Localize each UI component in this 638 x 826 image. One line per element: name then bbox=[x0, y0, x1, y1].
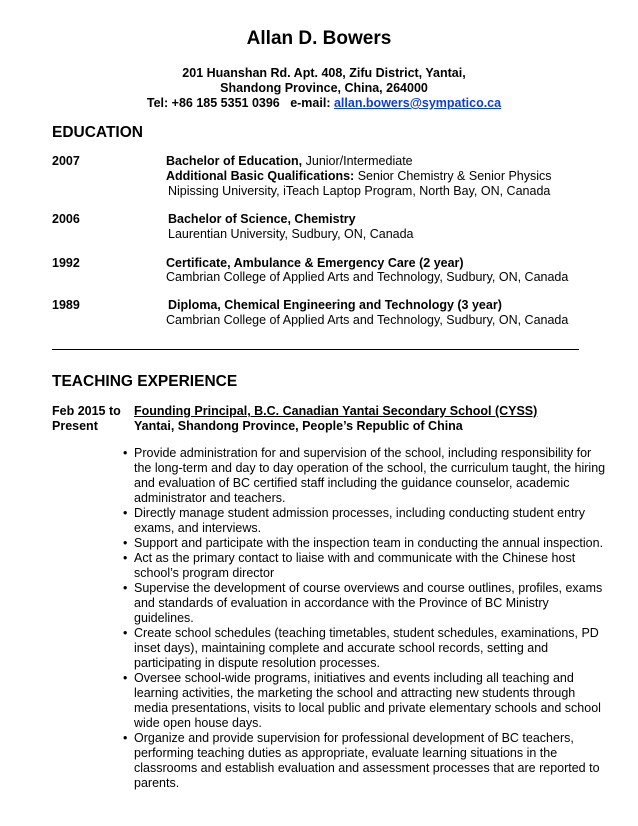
list-item-line: school’s program director bbox=[134, 566, 275, 580]
list-item-line: participating in dispute resolution processes. bbox=[134, 656, 380, 670]
list-item-line: Supervise the development of course overviews and course outlines, profiles, exams bbox=[134, 581, 603, 595]
bullet-icon: • bbox=[123, 731, 128, 745]
list-item-line: exams, and interviews. bbox=[134, 521, 262, 535]
email-link[interactable]: allan.bowers@sympatico.ca bbox=[333, 96, 502, 110]
list-item-line: Act as the primary contact to liaise with and communicate with the Chinese host bbox=[134, 551, 576, 565]
list-item bbox=[121, 536, 611, 551]
job-title: Founding Principal, B.C. Canadian Yantai Secondary School (CYSS) bbox=[134, 404, 538, 418]
list-item-line: Oversee school-wide programs, initiatives and events including all teaching and bbox=[134, 671, 574, 685]
list-item-line: Provide administration for and supervision of the school, including responsibility for bbox=[134, 446, 592, 460]
list-item-line: inset days), maintaining complete and accurate school records, setting and bbox=[134, 641, 549, 655]
bullet-icon: • bbox=[123, 671, 128, 685]
education-heading: EDUCATION bbox=[52, 124, 143, 141]
list-item-line: parents. bbox=[134, 776, 180, 790]
education-institution: Cambrian College of Applied Arts and Technology, Sudbury, ON, Canada bbox=[166, 313, 569, 327]
teaching-heading: TEACHING EXPERIENCE bbox=[52, 373, 238, 390]
email-label: e-mail: bbox=[290, 96, 331, 110]
list-item-line: and standards of evaluation in accordance with the Province of BC Ministry bbox=[134, 596, 549, 610]
education-year: 2006 bbox=[52, 212, 80, 226]
education-year: 1989 bbox=[52, 298, 80, 312]
education-qualification bbox=[166, 169, 552, 184]
phone-number: Tel: +86 185 5351 0396 bbox=[146, 96, 280, 110]
section-divider bbox=[52, 349, 579, 350]
education-degree bbox=[166, 154, 413, 169]
candidate-name: Allan D. Bowers bbox=[246, 28, 392, 49]
qualification-title: Additional Basic Qualifications: bbox=[166, 169, 355, 183]
list-item-line: guidelines. bbox=[134, 611, 194, 625]
list-item-line: Create school schedules (teaching timetables, student schedules, examinations, PD bbox=[134, 626, 599, 640]
bullet-icon: • bbox=[123, 446, 128, 460]
list-item bbox=[121, 626, 611, 671]
list-item-line: the long-term and day to day operation of the school, the curriculum taught, the hiring bbox=[134, 461, 606, 475]
education-year: 2007 bbox=[52, 154, 80, 168]
list-item bbox=[121, 506, 611, 536]
job-location: Yantai, Shandong Province, People’s Republic of China bbox=[134, 419, 463, 433]
list-item-line: Directly manage student admission processes, including conducting student entry bbox=[134, 506, 585, 520]
degree-title: Diploma, Chemical Engineering and Technology (3 year) bbox=[168, 298, 502, 312]
list-item bbox=[121, 671, 611, 731]
education-institution: Laurentian University, Sudbury, ON, Canada bbox=[168, 227, 414, 241]
contact-line bbox=[0, 96, 638, 110]
degree-specialization: Junior/Intermediate bbox=[302, 154, 413, 168]
list-item bbox=[121, 581, 611, 626]
list-item-line: Support and participate with the inspection team in conducting the annual inspection. bbox=[134, 536, 604, 550]
bullet-icon: • bbox=[123, 626, 128, 640]
degree-title: Bachelor of Education, bbox=[166, 154, 303, 168]
education-year: 1992 bbox=[52, 256, 80, 270]
list-item-line: administrator and teachers. bbox=[134, 491, 286, 505]
list-item bbox=[121, 446, 611, 506]
bullet-icon: • bbox=[123, 581, 128, 595]
list-item-line: classrooms and establish evaluation and assessment processes that are reported to bbox=[134, 761, 600, 775]
bullet-icon: • bbox=[123, 536, 128, 550]
bullet-icon: • bbox=[123, 551, 128, 565]
list-item-line: performing teaching duties as appropriate, evaluate learning situations in the bbox=[134, 746, 558, 760]
list-item-line: wide open house days. bbox=[134, 716, 262, 730]
list-item-line: Organize and provide supervision for professional development of BC teachers, bbox=[134, 731, 574, 745]
degree-title: Bachelor of Science, Chemistry bbox=[168, 212, 356, 226]
list-item-line: media presentations, visits to local public and private elementary schools and school bbox=[134, 701, 601, 715]
employment-date-end: Present bbox=[52, 419, 98, 433]
bullet-icon: • bbox=[123, 506, 128, 520]
list-item-line: learning activities, the marketing the school and attracting new students through bbox=[134, 686, 576, 700]
list-item-line: and evaluation of BC certified staff including the guidance counselor, academic bbox=[134, 476, 570, 490]
address-line-1: 201 Huanshan Rd. Apt. 408, Zifu District, Yantai, bbox=[182, 66, 466, 80]
education-institution: Nipissing University, iTeach Laptop Program, North Bay, ON, Canada bbox=[168, 184, 551, 198]
list-item bbox=[121, 551, 611, 581]
employment-date-start: Feb 2015 to bbox=[52, 404, 121, 418]
list-item bbox=[121, 731, 611, 791]
qualification-subjects: Senior Chemistry & Senior Physics bbox=[354, 169, 552, 183]
degree-title: Certificate, Ambulance & Emergency Care (2 year) bbox=[166, 256, 464, 270]
address-line-2: Shandong Province, China, 264000 bbox=[220, 81, 428, 95]
responsibilities-list bbox=[121, 446, 611, 791]
education-institution: Cambrian College of Applied Arts and Technology, Sudbury, ON, Canada bbox=[166, 270, 569, 284]
